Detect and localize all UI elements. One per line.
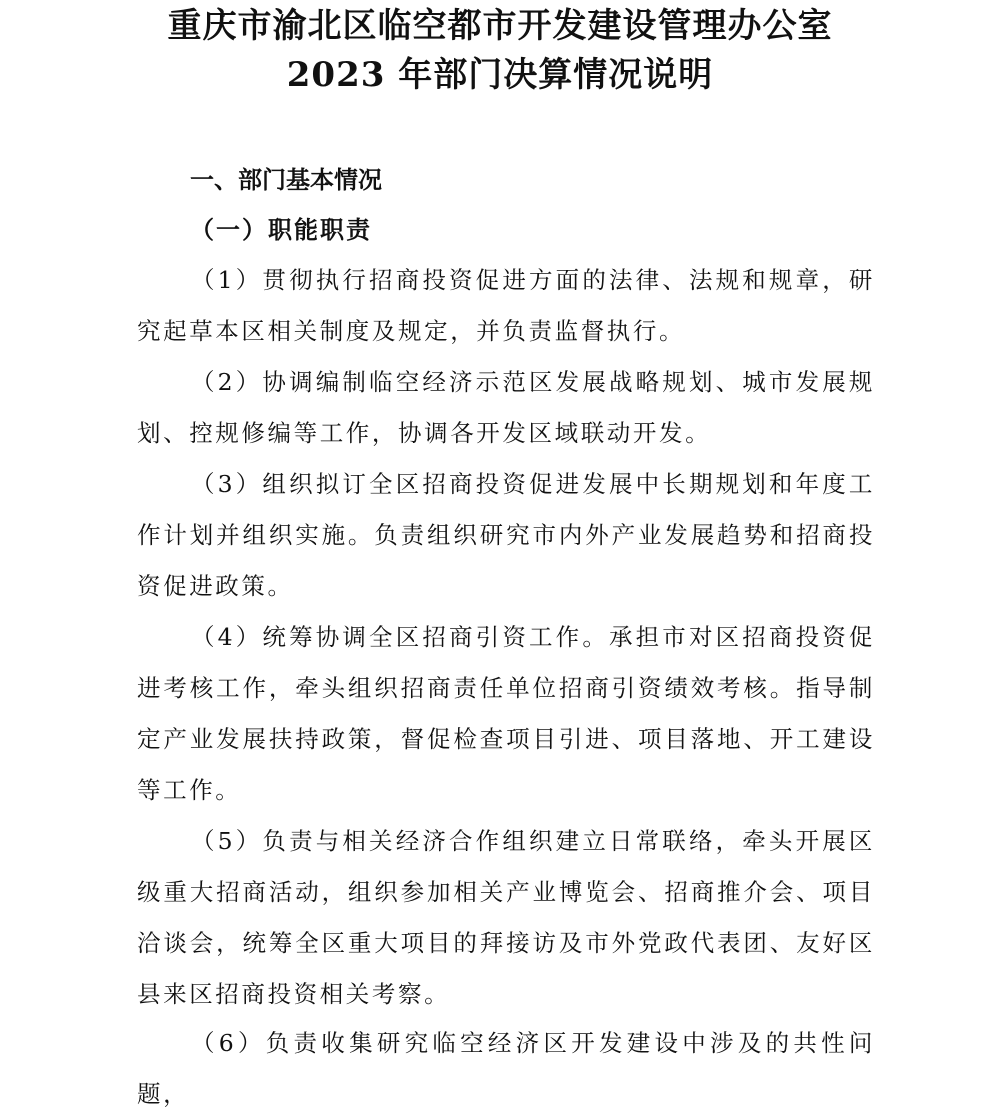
paragraph-duty-5: （5）负责与相关经济合作组织建立日常联络，牵头开展区级重大招商活动，组织参加相关产业博览会、招商推介会、项目洽谈会，统筹全区重大项目的拜接访及市外党政代表团、友好区县来区招商投资相关考察。: [137, 827, 875, 1008]
section-heading: 一、部门基本情况: [190, 166, 382, 194]
paragraph-duty-4: （4）统筹协调全区招商引资工作。承担市对区招商投资促进考核工作，牵头组织招商责任单位招商引资绩效考核。指导制定产业发展扶持政策，督促检查项目引进、项目落地、开工建设等工作。: [137, 623, 875, 804]
paragraph-duty-2: （2）协调编制临空经济示范区发展战略规划、城市发展规划、控规修编等工作，协调各开发区域联动开发。: [137, 368, 875, 447]
paragraph-duty-3: （3）组织拟订全区招商投资促进发展中长期规划和年度工作计划并组织实施。负责组织研究市内外产业发展趋势和招商投资促进政策。: [137, 470, 875, 600]
subsection-heading: （一）职能职责: [190, 215, 372, 244]
paragraph-duty-1: （1）贯彻执行招商投资促进方面的法律、法规和规章，研究起草本区相关制度及规定，并负责监督执行。: [137, 266, 875, 345]
document-title-line-1: 重庆市渝北区临空都市开发建设管理办公室: [167, 6, 833, 46]
document-title-line-2: 2023 年部门决算情况说明: [286, 55, 714, 95]
paragraph-duty-6: （6）负责收集研究临空经济区开发建设中涉及的共性问题，: [137, 1029, 875, 1108]
